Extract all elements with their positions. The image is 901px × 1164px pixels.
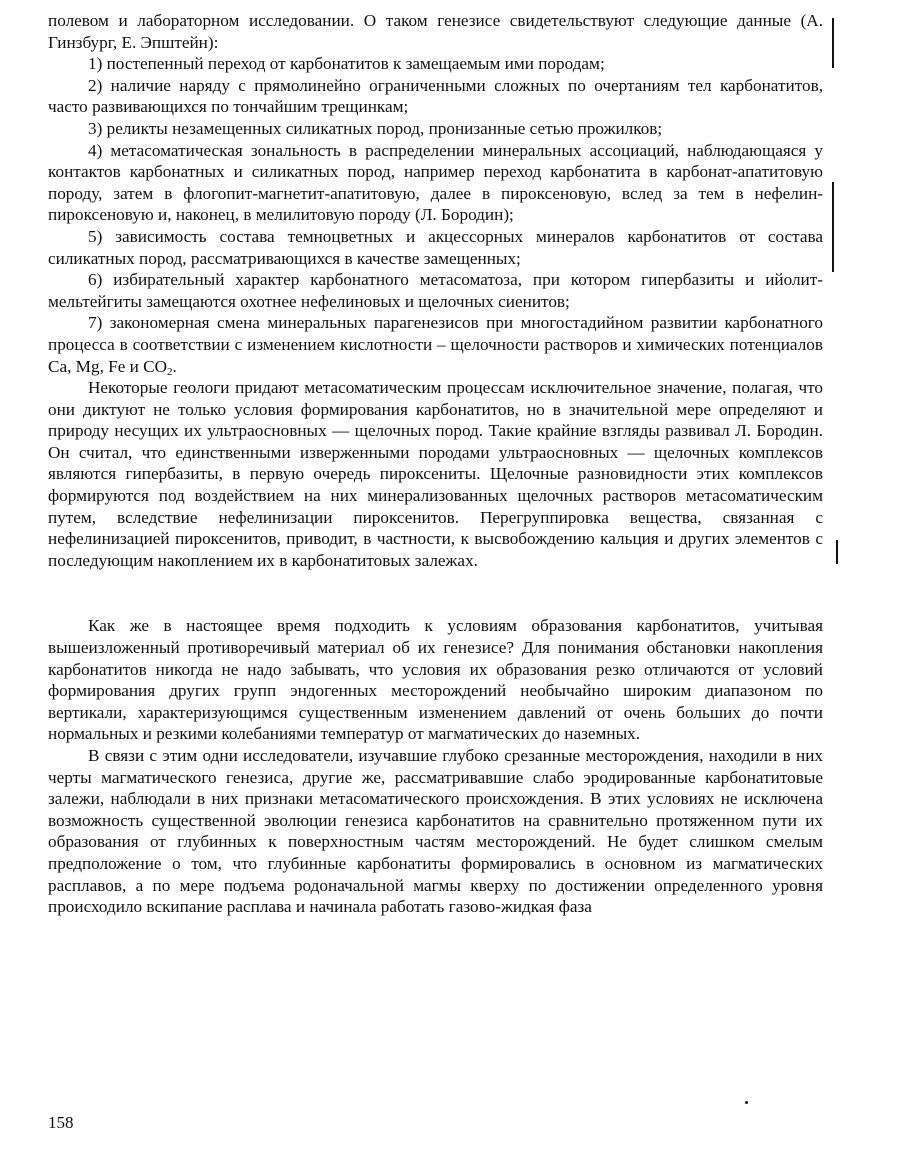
margin-bar-2 [832, 182, 834, 272]
list-item-6: 6) избирательный характер карбонатного метасоматоза, при котором гипербазиты и ийолит-мельтейгиты замещаются охотнее нефелиновых и щелочных сиенитов; [48, 270, 823, 311]
paragraph-conditions: Как же в настоящее время подходить к условиям образования карбонатитов, учитывая вышеизложенный противоречивый материал об их генезисе? Для понимания обстановки накопления карбонатитов никогда не надо забывать, что условия их образования резко отличаются от условий формирования других групп эндогенных месторождений необычайно широким диапазоном по вертикали, характеризующимся существенным изменением давлений от очень больших до почти нормальных и резкими колебаниями температур от магматических до наземных. [48, 616, 823, 744]
margin-bar-1 [832, 18, 834, 68]
page-dot [745, 1101, 748, 1104]
paragraph-geologists: Некоторые геологи придают метасоматическим процессам исключительное значение, полагая, что они диктуют не только условия формирования карбонатитов, но в значительной мере определяют и природу несущих их ультраосновных — щелочных пород. Такие крайние взгляды развивал Л. Бородин. Он считал, что единственными изверженными породами ультраосновных — щелочных комплексов являются гипербазиты, в первую очередь пироксениты. Щелочные разновидности этих комплексов формируются под воздействием на них минерализованных щелочных растворов метасоматическим путем, вследствие нефелинизации пироксенитов. Перегруппировка вещества, связанная с нефелинизацией пироксенитов, приводит, в частности, к высвобождению кальция и других элементов с последующим накоплением их в карбонатитовых залежах. [48, 378, 823, 570]
list-item-2: 2) наличие наряду с прямолинейно ограниченными сложных по очертаниям тел карбонатитов, часто развивающихся по тончайшим трещинкам; [48, 75, 823, 117]
list-item-1: 1) постепенный переход от карбонатитов к замещаемым ими породам; [88, 54, 605, 74]
list-item-7 [48, 312, 823, 377]
list-item-7-period: . [172, 356, 177, 376]
margin-bar-3 [836, 540, 838, 564]
section-gap [48, 571, 823, 615]
page-number: 158 [48, 1113, 74, 1132]
list-item-7-text: 7) закономерная смена минеральных парагенезисов при многостадийном развитии карбонатного процесса в соответствии с изменением кислотности – щелочности растворов и химических потенциалов Ca, Mg, Fe и CO [48, 313, 823, 376]
list-item-4: 4) метасоматическая зональность в распределении минеральных ассоциаций, наблюдающаяся у контактов карбонатных и силикатных пород, например переход карбонатита в карбонат-апатитовую породу, затем в флогопит-магнетит-апатитовую, далее в пироксеновую, вслед за тем в нефелин-пироксеновую и, наконец, в мелилитовую породу (Л. Бородин); [48, 140, 823, 225]
co2-subscript: 2 [167, 365, 173, 378]
paragraph-evolution: В связи с этим одни исследователи, изучавшие глубоко срезанные месторождения, находили в них черты магматического генезиса, другие же, рассматривавшие слабо эродированные карбонатитовые залежи, наблюдали в них признаки метасоматического происхождения. В этих условиях не исключена возможность существенной эволюции генезиса карбонатитов на сравнительно протяженном пути их образования от глубинных к поверхностным частям месторождений. Не будет слишком смелым предположение о том, что глубинные карбонатиты формировались в основном из магматических расплавов, а по мере подъема родоначальной магмы кверху по достижении определенного уровня происходило вскипание расплава и начинала работать газово-жидкая фаза [48, 746, 823, 917]
page-body [48, 10, 823, 918]
paragraph-1: полевом и лабораторном исследовании. О таком генезисе свидетельствуют следующие данные (А. Гинзбург, Е. Эпштейн): [48, 11, 823, 52]
list-item-3: 3) реликты незамещенных силикатных пород, пронизанные сетью прожилков; [88, 118, 663, 138]
list-item-5: 5) зависимость состава темноцветных и акцессорных минералов карбонатитов от состава силикатных пород, рассматривающихся в качестве замещенных; [48, 226, 823, 268]
